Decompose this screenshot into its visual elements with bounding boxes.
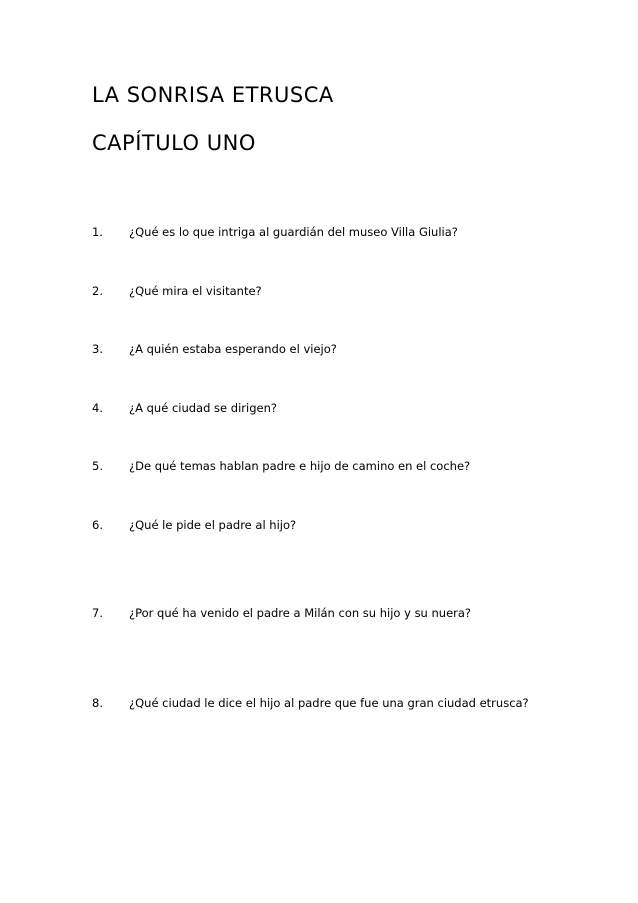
question-item — [92, 456, 612, 476]
question-text: ¿Por qué ha venido el padre a Milán con su hijo y su nuera? — [129, 606, 472, 620]
question-item — [92, 281, 612, 301]
question-text: ¿Qué mira el visitante? — [129, 284, 262, 298]
question-item — [92, 693, 612, 713]
question-number: 6. — [92, 518, 103, 532]
question-text: ¿A qué ciudad se dirigen? — [129, 401, 277, 415]
question-text: ¿A quién estaba esperando el viejo? — [129, 342, 337, 356]
question-item — [92, 398, 612, 418]
question-item — [92, 515, 612, 535]
question-text: ¿Qué le pide el padre al hijo? — [129, 518, 297, 532]
question-number: 4. — [92, 401, 103, 415]
question-text: ¿Qué es lo que intriga al guardián del museo Villa Giulia? — [129, 225, 458, 239]
question-number: 8. — [92, 696, 103, 710]
document-title: LA SONRISA ETRUSCA — [92, 83, 334, 107]
question-number: 5. — [92, 459, 103, 473]
question-number: 2. — [92, 284, 103, 298]
question-text: ¿Qué ciudad le dice el hijo al padre que fue una gran ciudad etrusca? — [129, 696, 529, 710]
chapter-heading: CAPÍTULO UNO — [92, 131, 256, 155]
question-text: ¿De qué temas hablan padre e hijo de camino en el coche? — [129, 459, 471, 473]
question-number: 7. — [92, 606, 103, 620]
question-item — [92, 339, 612, 359]
question-item — [92, 603, 612, 623]
question-number: 1. — [92, 225, 103, 239]
question-number: 3. — [92, 342, 103, 356]
question-item — [92, 222, 612, 242]
